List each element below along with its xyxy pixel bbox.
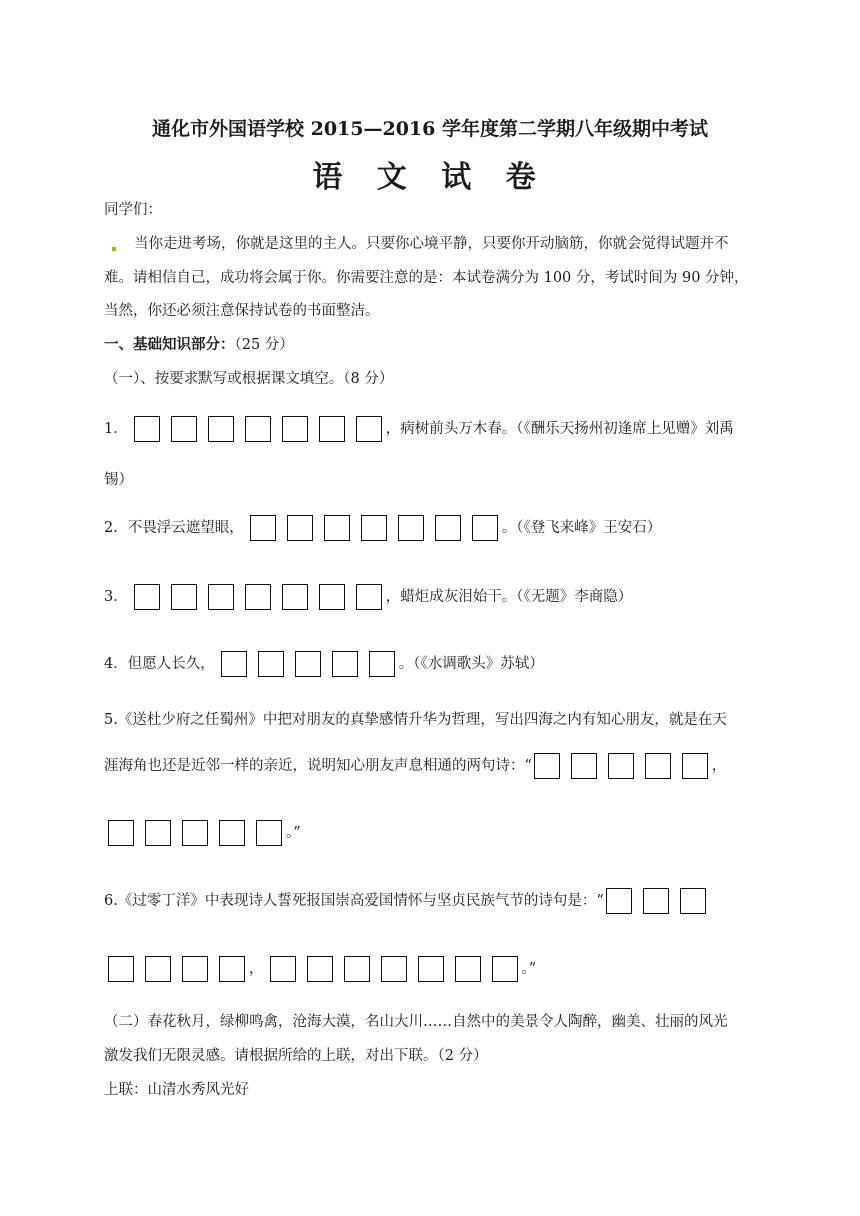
answer-box[interactable] [472, 515, 498, 541]
couplet-upper-line: 上联：山清水秀风光好 [104, 1082, 249, 1098]
q1-answer-boxes[interactable] [134, 416, 386, 442]
q6-line-1 [104, 888, 710, 914]
answer-box[interactable] [287, 515, 313, 541]
answer-box[interactable] [282, 584, 308, 610]
intro-line-3: 当然，你还必须注意保持试卷的书面整洁。 [104, 303, 380, 319]
answer-box[interactable] [645, 753, 671, 779]
answer-box[interactable] [145, 820, 171, 846]
answer-box[interactable] [295, 651, 321, 677]
answer-box[interactable] [258, 651, 284, 677]
answer-box[interactable] [344, 956, 370, 982]
answer-box[interactable] [356, 416, 382, 442]
q5-comma: ， [711, 758, 727, 774]
q3-number: 3． [104, 589, 128, 605]
q3-answer-boxes[interactable] [134, 584, 386, 610]
answer-box[interactable] [250, 515, 276, 541]
q2-text-after: 。（《登飞来峰》王安石） [501, 520, 662, 536]
question-2 [104, 515, 661, 541]
q4-text-before: 4．但愿人长久， [104, 656, 215, 672]
answer-box[interactable] [134, 584, 160, 610]
part-1-heading: （一）、按要求默写或根据课文填空。（8 分） [104, 371, 394, 387]
answer-box[interactable] [245, 584, 271, 610]
q1-wrap: 锡） [104, 472, 133, 488]
part-2-line-2: 激发我们无限灵感。请根据所给的上联，对出下联。（2 分） [104, 1048, 488, 1064]
q6-end: 。” [521, 961, 537, 977]
answer-box[interactable] [108, 820, 134, 846]
answer-box[interactable] [134, 416, 160, 442]
bullet-mark-icon [112, 247, 116, 251]
answer-box[interactable] [381, 956, 407, 982]
answer-box[interactable] [219, 956, 245, 982]
answer-box[interactable] [369, 651, 395, 677]
q5-answer-boxes-b[interactable] [108, 820, 286, 846]
q5-prompt: 涯海角也还是近邻一样的亲近，说明知心朋友声息相通的两句诗：“ [104, 758, 532, 774]
q6-answer-boxes-c[interactable] [270, 956, 522, 982]
answer-box[interactable] [435, 515, 461, 541]
answer-box[interactable] [643, 888, 669, 914]
answer-box[interactable] [682, 753, 708, 779]
q5-line-3 [108, 820, 301, 846]
q6-prompt: 6.《过零丁洋》中表现诗人誓死报国崇高爱国情怀与坚贞民族气节的诗句是：“ [104, 893, 604, 909]
answer-box[interactable] [680, 888, 706, 914]
question-1 [104, 416, 734, 442]
answer-box[interactable] [282, 416, 308, 442]
answer-box[interactable] [455, 956, 481, 982]
part-2-line-1: （二）春花秋月，绿柳鸣禽，沧海大漠，名山大川……自然中的美景令人陶醉，幽美、壮丽的风光 [104, 1014, 728, 1030]
answer-box[interactable] [332, 651, 358, 677]
answer-box[interactable] [492, 956, 518, 982]
answer-box[interactable] [361, 515, 387, 541]
q5-end: 。” [286, 825, 301, 841]
q4-answer-boxes[interactable] [221, 651, 399, 677]
section-1-title: 一、基础知识部分： [104, 336, 235, 353]
q6-answer-boxes-b[interactable] [108, 956, 249, 982]
greeting: 同学们： [104, 202, 162, 218]
q6-line-2 [108, 956, 536, 982]
answer-box[interactable] [534, 753, 560, 779]
section-1-heading [104, 335, 294, 355]
answer-box[interactable] [171, 416, 197, 442]
question-4 [104, 651, 544, 677]
answer-box[interactable] [608, 753, 634, 779]
answer-box[interactable] [182, 956, 208, 982]
answer-box[interactable] [270, 956, 296, 982]
q3-text: ，蜡炬成灰泪始干。（《无题》李商隐） [385, 589, 633, 605]
school-exam-title: 通化市外国语学校 2015—2016 学年度第二学期八年级期中考试 [152, 118, 708, 140]
q1-number: 1． [104, 421, 128, 437]
answer-box[interactable] [219, 820, 245, 846]
answer-box[interactable] [208, 584, 234, 610]
q6-comma: ， [249, 961, 264, 977]
answer-box[interactable] [208, 416, 234, 442]
q5-line-1: 5.《送杜少府之任蜀州》中把对朋友的真挚感情升华为哲理，写出四海之内有知心朋友，就是在天 [104, 712, 727, 728]
subject-title: 语 文 试 卷 [312, 160, 548, 195]
q2-text-before: 2．不畏浮云遮望眼， [104, 520, 244, 536]
answer-box[interactable] [256, 820, 282, 846]
q2-answer-boxes[interactable] [250, 515, 502, 541]
q5-answer-boxes-a[interactable] [534, 753, 712, 779]
answer-box[interactable] [356, 584, 382, 610]
answer-box[interactable] [245, 416, 271, 442]
answer-box[interactable] [324, 515, 350, 541]
question-3 [104, 584, 632, 610]
answer-box[interactable] [319, 416, 345, 442]
answer-box[interactable] [319, 584, 345, 610]
answer-box[interactable] [182, 820, 208, 846]
q1-text: ，病树前头万木春。（《酬乐天扬州初逢席上见赠》刘禹 [385, 421, 734, 437]
answer-box[interactable] [171, 584, 197, 610]
q4-text-after: 。（《水调歌头》苏轼） [398, 656, 544, 672]
intro-line-1: 当你走进考场，你就是这里的主人。只要你心境平静，只要你开动脑筋，你就会觉得试题并不 [134, 236, 729, 252]
answer-box[interactable] [145, 956, 171, 982]
answer-box[interactable] [108, 956, 134, 982]
answer-box[interactable] [307, 956, 333, 982]
answer-box[interactable] [221, 651, 247, 677]
q5-line-2 [104, 753, 726, 779]
answer-box[interactable] [398, 515, 424, 541]
answer-box[interactable] [418, 956, 444, 982]
intro-line-2: 难。请相信自己，成功将会属于你。你需要注意的是：本试卷满分为 100 分，考试时间为 90 分钟， [104, 270, 749, 286]
section-1-score: （25 分） [234, 337, 294, 353]
q6-answer-boxes-a[interactable] [606, 888, 710, 914]
answer-box[interactable] [571, 753, 597, 779]
answer-box[interactable] [606, 888, 632, 914]
